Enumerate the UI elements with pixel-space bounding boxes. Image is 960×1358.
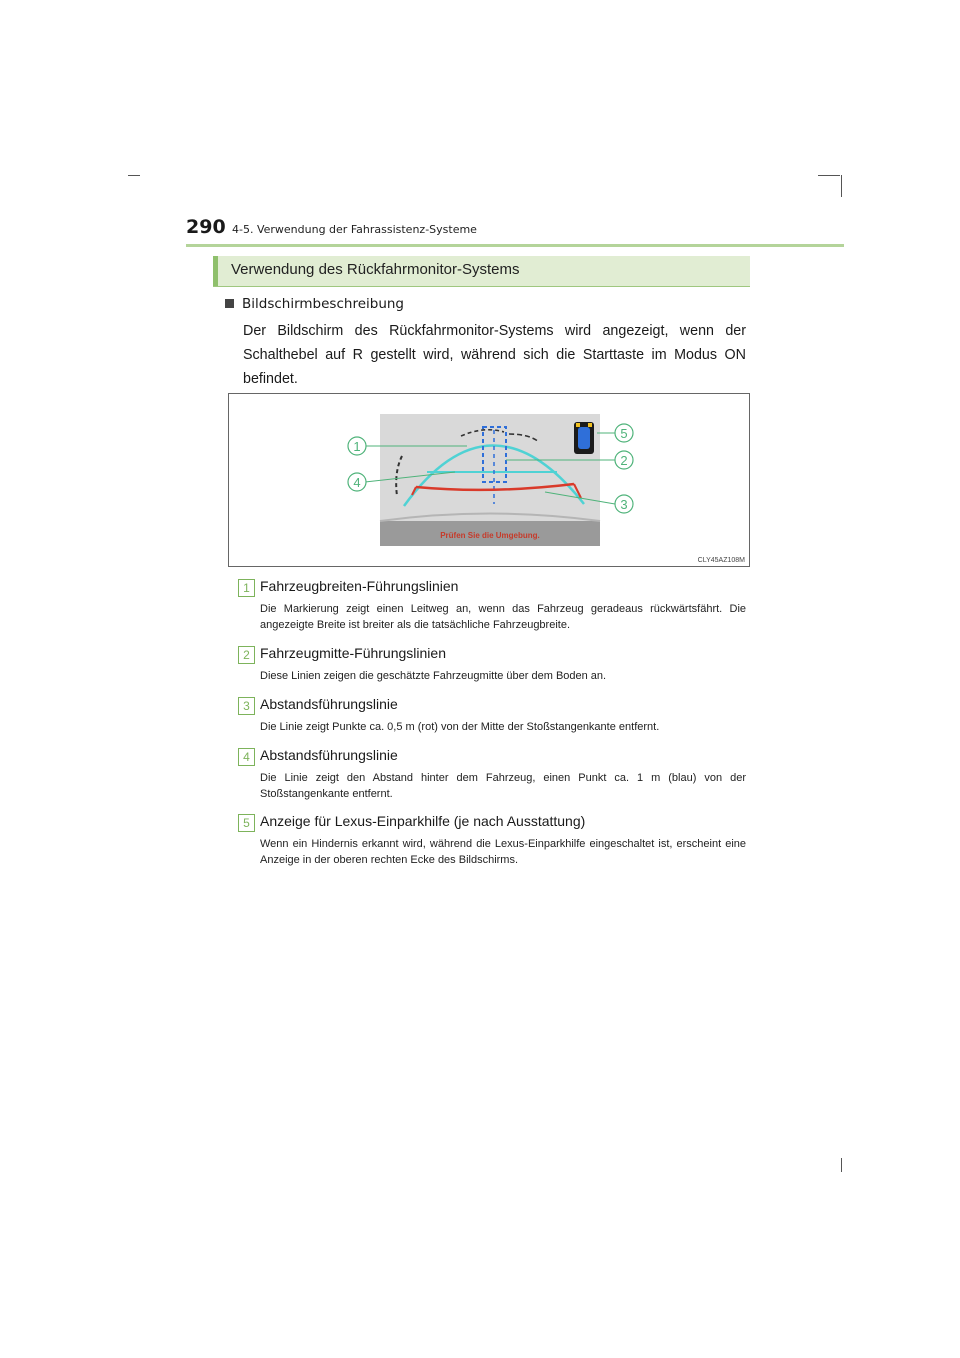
callout-label-1: 1 <box>353 439 361 454</box>
section-heading-bar <box>213 256 750 286</box>
callout-label-2: 2 <box>620 453 628 468</box>
crop-mark <box>128 175 140 176</box>
chapter-heading: 4-5. Verwendung der Fahrassistenz-Systeme <box>232 223 477 236</box>
page-number: 290 <box>186 216 226 238</box>
item-number-badge: 4 <box>238 748 255 766</box>
sensor-corner-icon <box>576 423 580 427</box>
crop-mark <box>841 1158 842 1172</box>
subsection-heading <box>225 296 404 312</box>
item-title: Abstandsführungslinie <box>260 747 398 763</box>
screen-message: Prüfen Sie die Umgebung. <box>440 531 540 540</box>
item-number-badge: 3 <box>238 697 255 715</box>
item-description: Diese Linien zeigen die geschätzte Fahrzeugmitte über dem Boden an. <box>260 670 607 682</box>
callout-label-3: 3 <box>620 497 628 512</box>
item-description: Die Linie zeigt den Abstand hinter dem Fahrzeug, einen Punkt ca. 1 m (blau) von der Stoßstangenkante entfernt. <box>260 772 746 800</box>
square-bullet-icon <box>225 299 234 308</box>
item-number-badge: 1 <box>238 579 255 597</box>
item-title: Anzeige für Lexus-Einparkhilfe (je nach Ausstattung) <box>260 813 586 829</box>
item-title: Fahrzeugbreiten-Führungslinien <box>260 578 459 594</box>
header-rule <box>186 244 844 247</box>
figure-code: CLY45AZ108M <box>697 557 745 564</box>
intro-paragraph: Der Bildschirm des Rückfahrmonitor-Systems wird angezeigt, wenn der Schalthebel auf R gestellt wird, während sich die Starttaste im Modus ON befindet. <box>243 323 746 387</box>
item-title: Fahrzeugmitte-Führungslinien <box>260 645 446 661</box>
item-title: Abstandsführungslinie <box>260 696 398 712</box>
callout-label-5: 5 <box>620 426 628 441</box>
item-description: Die Markierung zeigt einen Leitweg an, wenn das Fahrzeug geradeaus rückwärtsfährt. Die angezeigte Breite ist breiter als die tatsächliche Fahrzeugbreite. <box>260 603 746 631</box>
section-underline <box>213 286 750 287</box>
item-number-badge: 5 <box>238 814 255 832</box>
item-description: Wenn ein Hindernis erkannt wird, während die Lexus-Einparkhilfe eingeschaltet ist, erscheint eine Anzeige in der oberen rechten Ecke des Bildschirms. <box>260 838 746 866</box>
crop-mark <box>841 175 842 197</box>
item-description: Die Linie zeigt Punkte ca. 0,5 m (rot) von der Mitte der Stoßstangenkante entfernt. <box>260 721 660 733</box>
rear-camera-diagram <box>229 394 749 566</box>
car-icon <box>578 427 590 449</box>
section-title: Verwendung des Rückfahrmonitor-Systems <box>231 261 520 278</box>
sensor-corner-icon <box>588 423 592 427</box>
subsection-title: Bildschirmbeschreibung <box>242 296 405 312</box>
crop-mark <box>818 175 840 176</box>
callout-label-4: 4 <box>353 475 361 490</box>
item-number-badge: 2 <box>238 646 255 664</box>
rear-view-figure <box>228 393 750 567</box>
